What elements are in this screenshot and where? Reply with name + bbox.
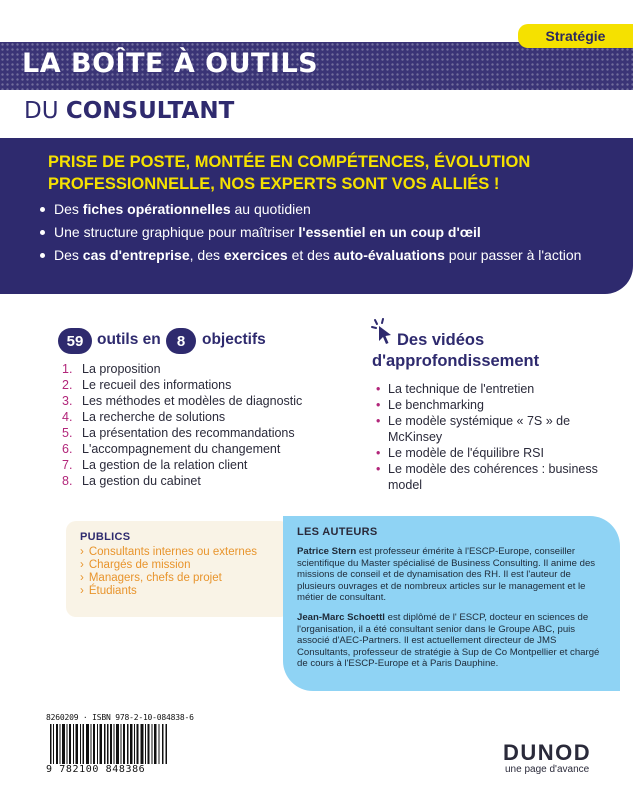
panel-headline bbox=[48, 151, 608, 195]
chevron-right-icon: › bbox=[80, 559, 84, 571]
list-item: 1. La proposition bbox=[62, 362, 161, 376]
list-item: • Le modèle systémique « 7S » de McKinsey bbox=[376, 413, 606, 445]
list-item: • Le modèle des cohérences : business model bbox=[376, 461, 606, 493]
author-name: Patrice Stern bbox=[297, 546, 357, 557]
list-item: 6. L'accompagnement du changement bbox=[62, 442, 281, 456]
subtitle-prefix: DU bbox=[24, 98, 66, 124]
author-bio: Patrice Stern est professeur émérite à l'ESCP-Europe, conseiller scientifique du Master spécialisé de Business Consulting. Il anime des missions de conseil et de dynamisation des RH. Il est l'auteur de plusieurs ouvrages et de nombreux articles sur le management et le métier de consultant. bbox=[297, 546, 596, 604]
list-item: › Étudiants bbox=[80, 585, 137, 597]
list-item: • La technique de l'entretien bbox=[376, 381, 606, 397]
publics-title: PUBLICS bbox=[80, 531, 131, 543]
objectifs-count-pill: 8 bbox=[166, 328, 196, 354]
publics-box bbox=[66, 521, 290, 617]
barcode-digits: 9 782100 848386 bbox=[46, 764, 170, 775]
author-name: Jean-Marc Schoettl bbox=[297, 612, 385, 623]
book-title: LA BOÎTE À OUTILS bbox=[22, 48, 319, 79]
panel-bullet: Une structure graphique pour maîtriser l'essentiel en un coup d'œil bbox=[40, 222, 600, 243]
author-bio: Jean-Marc Schoettl est diplômé de l' ESCP, docteur en sciences de l'organisation, il a été consultant senior dans le Groupe ABC, puis associé d'AEC-Partners. Il est actuellement directeur de JMS Consultants, professeur de stratégie à Sup de Co Montpellier et chargé de cours à l'ESCP-Europe et à Paris Dauphine. bbox=[297, 612, 600, 670]
publisher-tagline: une page d'avance bbox=[505, 764, 590, 775]
list-item: 7. La gestion de la relation client bbox=[62, 458, 248, 472]
outils-count-pill: 59 bbox=[58, 328, 92, 354]
list-item: 5. La présentation des recommandations bbox=[62, 426, 295, 440]
videos-title: Des vidéos d'approfondissement bbox=[372, 331, 540, 370]
subtitle-bold: CONSULTANT bbox=[65, 98, 235, 124]
chevron-right-icon: › bbox=[80, 585, 84, 597]
promo-panel bbox=[0, 138, 633, 294]
category-badge: Stratégie bbox=[518, 24, 633, 48]
outils-label: outils en bbox=[97, 331, 161, 348]
headline-line-2: PROFESSIONNELLE, NOS EXPERTS SONT VOS ALLIÉS ! bbox=[48, 175, 500, 193]
auteurs-box bbox=[283, 516, 620, 691]
panel-bullet: Des cas d'entreprise, des exercices et des auto-évaluations pour passer à l'action bbox=[40, 245, 600, 266]
objectives-list bbox=[62, 361, 342, 489]
panel-bullet: Des fiches opérationnelles au quotidien bbox=[40, 199, 600, 220]
list-item: › Chargés de mission bbox=[80, 559, 191, 571]
chevron-right-icon: › bbox=[80, 572, 84, 584]
list-item: 3. Les méthodes et modèles de diagnostic bbox=[62, 394, 303, 408]
list-item: 8. La gestion du cabinet bbox=[62, 474, 201, 488]
chevron-right-icon: › bbox=[80, 546, 84, 558]
panel-bullets bbox=[40, 199, 600, 268]
list-item: › Consultants internes ou externes bbox=[80, 546, 257, 558]
list-item: • Le modèle de l'équilibre RSI bbox=[376, 445, 606, 461]
list-item: • Le benchmarking bbox=[376, 397, 606, 413]
objectifs-label: objectifs bbox=[202, 331, 266, 348]
book-subtitle bbox=[24, 98, 234, 124]
barcode-icon bbox=[50, 724, 168, 768]
auteurs-title: LES AUTEURS bbox=[297, 526, 378, 538]
list-item: › Managers, chefs de projet bbox=[80, 572, 222, 584]
list-item: 4. La recherche de solutions bbox=[62, 410, 226, 424]
headline-line-1: PRISE DE POSTE, MONTÉE EN COMPÉTENCES, ÉVOLUTION bbox=[48, 153, 531, 171]
videos-list bbox=[376, 381, 606, 493]
list-item: 2. Le recueil des informations bbox=[62, 378, 232, 392]
publics-list bbox=[80, 546, 257, 598]
isbn-line: 8260209 · ISBN 978-2-10-084838-6 bbox=[46, 713, 194, 722]
publisher-logo: DUNOD bbox=[503, 740, 592, 765]
